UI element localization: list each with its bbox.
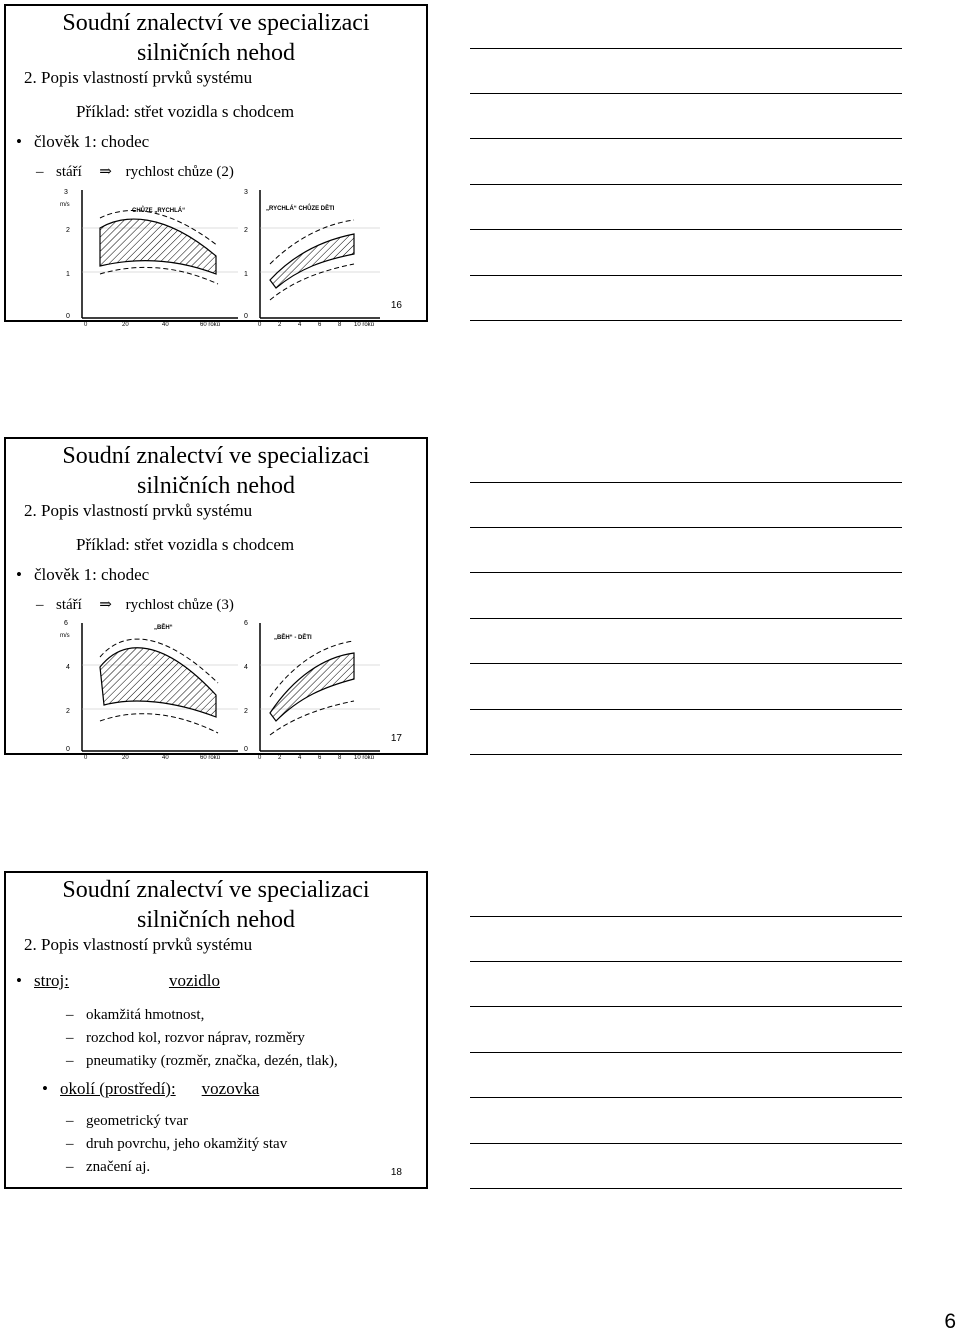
dash-text: rozchod kol, rozvor náprav, rozměry xyxy=(86,1030,305,1046)
bullet-text: člověk 1: chodec xyxy=(34,565,150,584)
x-tick: 40 xyxy=(162,755,169,759)
bullet-icon: • xyxy=(42,1079,48,1098)
x-tick: 40 xyxy=(162,322,169,326)
chart-left-panel xyxy=(60,620,238,759)
dash-rest-text: rychlost chůze (2) xyxy=(125,164,234,180)
x-tick: 0 xyxy=(84,322,88,326)
title-line-2: silničních nehod xyxy=(137,907,295,933)
x-tick: 2 xyxy=(278,322,282,326)
title-line-1: Soudní znalectví ve specializaci xyxy=(62,877,370,903)
title-line-1: Soudní znalectví ve specializaci xyxy=(62,10,370,36)
x-tick: 0 xyxy=(84,755,88,759)
dash-item xyxy=(36,162,234,181)
y-tick: 0 xyxy=(244,313,248,320)
bullet-term: okolí (prostředí): xyxy=(60,1079,176,1098)
dash-text: druh povrchu, jeho okamžitý stav xyxy=(86,1136,288,1152)
x-tick: 6 xyxy=(318,322,322,326)
x-tick: 10 roků xyxy=(354,755,375,759)
slide-title xyxy=(6,8,426,68)
dash-icon: – xyxy=(66,1053,74,1069)
speed-band xyxy=(100,648,216,717)
bullet-text: člověk 1: chodec xyxy=(34,132,150,151)
dash-item xyxy=(66,1136,287,1153)
chart-left-panel xyxy=(60,189,238,326)
y-tick: 3 xyxy=(64,189,68,196)
slide-page-number: 18 xyxy=(390,1167,402,1178)
dash-item xyxy=(66,1159,150,1176)
y-tick: 4 xyxy=(66,664,70,671)
y-unit: m/s xyxy=(60,202,70,208)
implies-arrow-icon: ⇒ xyxy=(99,597,112,613)
chart-label: CHŮZE „RYCHLÁ“ xyxy=(132,208,186,214)
x-tick: 2 xyxy=(278,755,282,759)
y-unit: m/s xyxy=(60,633,70,639)
bullet-item xyxy=(16,971,220,991)
x-tick: 60 roků xyxy=(200,755,221,759)
speed-band xyxy=(270,234,354,288)
y-tick: 0 xyxy=(66,313,70,320)
dash-icon: – xyxy=(66,1030,74,1046)
y-tick: 1 xyxy=(244,271,248,278)
speed-band xyxy=(100,219,216,274)
bullet-value: vozidlo xyxy=(168,971,220,990)
chart-right-panel xyxy=(244,620,380,759)
dash-text: stáří xyxy=(56,164,82,180)
dash-text: pneumatiky (rozměr, značka, dezén, tlak), xyxy=(86,1053,338,1069)
dash-item xyxy=(66,1053,338,1070)
example-heading: Příklad: střet vozidla s chodcem xyxy=(76,102,295,121)
x-tick: 10 roků xyxy=(354,322,375,326)
dash-text: stáří xyxy=(56,597,82,613)
bullet-icon: • xyxy=(16,132,22,151)
x-tick: 0 xyxy=(258,322,262,326)
slide-page-number: 16 xyxy=(390,300,402,311)
title-line-2: silničních nehod xyxy=(137,40,295,66)
dash-text: značení aj. xyxy=(86,1159,151,1175)
dash-item xyxy=(66,1113,188,1130)
slide-title xyxy=(6,441,426,501)
chart-label: „BĚH“ xyxy=(154,625,173,631)
slide-title xyxy=(6,875,426,935)
implies-arrow-icon: ⇒ xyxy=(99,164,112,180)
bullet-term: stroj: xyxy=(34,971,69,990)
x-tick: 8 xyxy=(338,322,342,326)
bullet-item xyxy=(42,1079,259,1099)
y-tick: 2 xyxy=(244,227,248,234)
x-tick: 0 xyxy=(258,755,262,759)
dash-item xyxy=(66,1030,305,1047)
dash-icon: – xyxy=(66,1159,74,1175)
bullet-item xyxy=(16,132,149,152)
bullet-value: vozovka xyxy=(201,1079,260,1098)
x-tick: 60 roků xyxy=(200,322,221,326)
y-tick: 4 xyxy=(244,664,248,671)
x-tick: 4 xyxy=(298,755,302,759)
dash-item xyxy=(36,595,234,614)
dash-text: geometrický tvar xyxy=(86,1113,189,1129)
chart-right-panel xyxy=(244,189,380,326)
dash-icon: – xyxy=(36,597,44,613)
slide-subtitle: 2. Popis vlastností prvků systému xyxy=(24,68,253,87)
title-line-1: Soudní znalectví ve specializaci xyxy=(62,443,370,469)
slide-subtitle: 2. Popis vlastností prvků systému xyxy=(24,935,253,954)
x-tick: 20 xyxy=(122,322,129,326)
bullet-icon: • xyxy=(16,971,22,990)
y-tick: 0 xyxy=(244,746,248,753)
y-tick: 2 xyxy=(244,708,248,715)
title-line-2: silničních nehod xyxy=(137,473,295,499)
dash-icon: – xyxy=(66,1136,74,1152)
dash-item xyxy=(66,1007,204,1024)
dash-icon: – xyxy=(36,164,44,180)
chart-label: „RYCHLÁ“ CHŮZE DĚTI xyxy=(266,206,335,212)
x-tick: 20 xyxy=(122,755,129,759)
dash-icon: – xyxy=(66,1007,74,1023)
y-tick: 1 xyxy=(66,271,70,278)
walking-speed-chart xyxy=(54,184,384,326)
y-tick: 0 xyxy=(66,746,70,753)
slide-16 xyxy=(4,4,428,326)
y-tick: 2 xyxy=(66,708,70,715)
bullet-item xyxy=(16,565,149,585)
x-tick: 6 xyxy=(318,755,322,759)
dash-icon: – xyxy=(66,1113,74,1129)
y-tick: 3 xyxy=(244,189,248,196)
dash-text: okamžitá hmotnost, xyxy=(86,1007,205,1023)
page-number: 6 xyxy=(944,1310,956,1333)
slide-18 xyxy=(4,871,428,1189)
slide-subtitle: 2. Popis vlastností prvků systému xyxy=(24,501,253,520)
slide-page-number: 17 xyxy=(390,733,402,744)
y-tick: 6 xyxy=(244,620,248,627)
y-tick: 6 xyxy=(64,620,68,627)
slide-17 xyxy=(4,437,428,759)
example-heading: Příklad: střet vozidla s chodcem xyxy=(76,535,295,554)
x-tick: 4 xyxy=(298,322,302,326)
bullet-icon: • xyxy=(16,565,22,584)
x-tick: 8 xyxy=(338,755,342,759)
chart-label: „BĚH“ - DĚTI xyxy=(274,635,312,641)
dash-rest-text: rychlost chůze (3) xyxy=(125,597,234,613)
speed-band xyxy=(270,653,354,721)
running-speed-chart xyxy=(54,617,384,759)
y-tick: 2 xyxy=(66,227,70,234)
